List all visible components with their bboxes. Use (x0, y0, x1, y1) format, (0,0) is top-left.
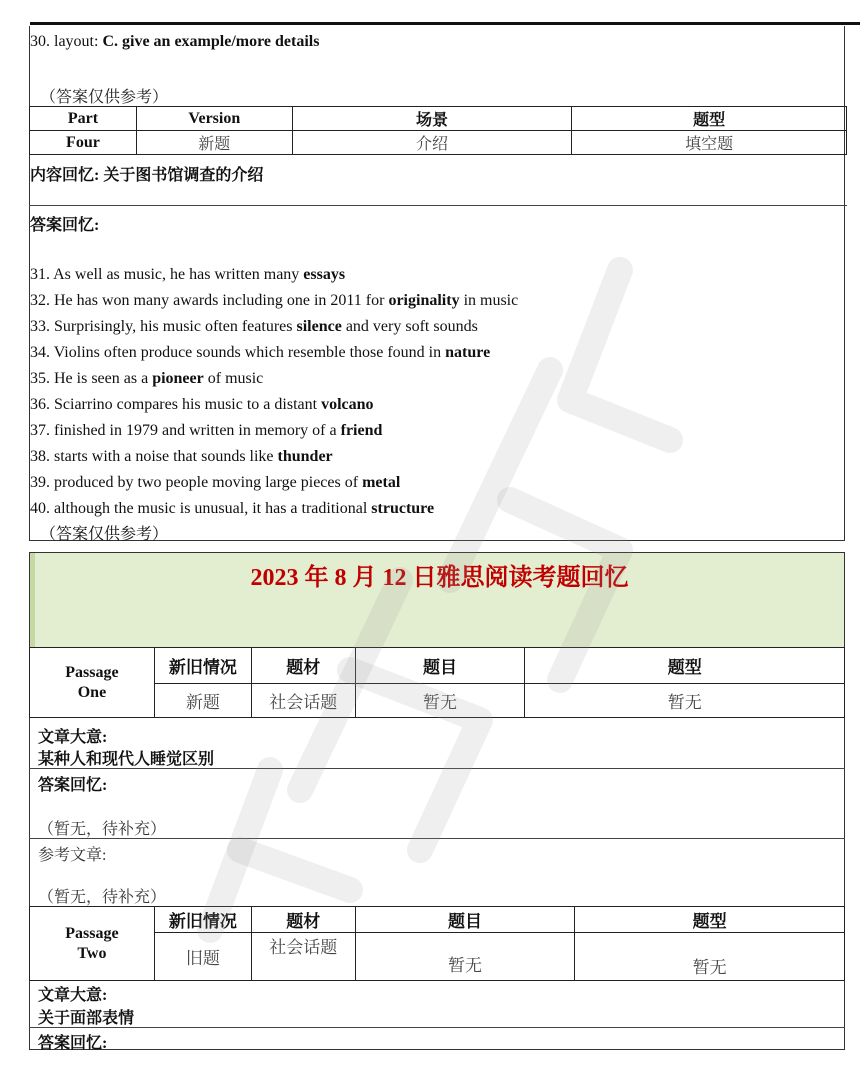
p2-gist: 关于面部表情 (38, 1010, 135, 1027)
part-value: Four (30, 131, 137, 155)
p2-header-question: 题目 (355, 907, 575, 933)
answer-list (30, 262, 518, 548)
reading-section (29, 552, 845, 1050)
p2-header-topic: 题材 (251, 907, 355, 933)
p1-status-value: 新题 (154, 684, 251, 718)
p1-type-value: 暂无 (525, 684, 845, 718)
p1-answer-value: （暂无，待补充） (38, 821, 167, 838)
p1-topic-value: 社会话题 (251, 684, 355, 718)
answer-line: 33. Surprisingly, his music often features silence and very soft sounds (30, 318, 478, 335)
reference-note-2: （答案仅供参考） (40, 526, 169, 543)
header-part: Part (30, 107, 137, 131)
p1-question-value: 暂无 (355, 684, 525, 718)
passage-one-table (29, 647, 845, 718)
p1-header-status: 新旧情况 (154, 648, 251, 684)
title-banner (30, 553, 844, 647)
p2-gist-label: 文章大意: (38, 987, 108, 1004)
divider (29, 1027, 845, 1028)
passage-two-label: Passage Two (30, 907, 155, 981)
scene-value: 介绍 (292, 131, 572, 155)
header-question-type: 题型 (572, 107, 847, 131)
p1-header-type: 题型 (525, 648, 845, 684)
passage-one-label: Passage One (30, 648, 155, 718)
part-four-table (29, 106, 847, 155)
passage-two-table (29, 906, 845, 981)
header-scene: 场景 (292, 107, 572, 131)
answer-line: 40. although the music is unusual, it has a traditional structure (30, 500, 435, 517)
p1-header-question: 题目 (355, 648, 525, 684)
answer-recall-label: 答案回忆: (30, 217, 100, 234)
answer-line: 37. finished in 1979 and written in memory of a friend (30, 422, 383, 439)
answer-line: 39. produced by two people moving large pieces of metal (30, 474, 401, 491)
p1-gist-label: 文章大意: (38, 729, 108, 746)
divider (29, 838, 845, 839)
answer-line: 32. He has won many awards including one in 2011 for originality in music (30, 292, 519, 309)
p2-question-value: 暂无 (355, 933, 575, 981)
answer-line: 31. As well as music, he has written many essays (30, 266, 346, 283)
answer-line: 36. Sciarrino compares his music to a distant volcano (30, 396, 374, 413)
p1-reference-label: 参考文章: (38, 847, 107, 864)
question-type-value: 填空题 (572, 131, 847, 155)
reading-title: 2023 年 8 月 12 日雅思阅读考题回忆 (250, 565, 629, 591)
part-four-section (29, 26, 845, 541)
reference-note: （答案仅供参考） (40, 89, 169, 106)
p2-answer-label: 答案回忆: (38, 1035, 108, 1052)
answer-line: 38. starts with a noise that sounds like thunder (30, 448, 333, 465)
p2-header-type: 题型 (575, 907, 845, 933)
version-value: 新题 (136, 131, 292, 155)
p2-type-value: 暂无 (575, 933, 845, 981)
p2-topic-value: 社会话题 (251, 933, 355, 981)
divider (29, 205, 847, 206)
header-version: Version (136, 107, 292, 131)
p1-gist: 某种人和现代人睡觉区别 (38, 751, 215, 768)
p2-header-status: 新旧情况 (154, 907, 251, 933)
p1-header-topic: 题材 (251, 648, 355, 684)
p2-status-value: 旧题 (154, 933, 251, 981)
answer-line: 35. He is seen as a pioneer of music (30, 370, 264, 387)
p1-answer-label: 答案回忆: (38, 777, 108, 794)
top-rule (30, 22, 860, 25)
divider (29, 768, 845, 769)
content-recall: 内容回忆: 关于图书馆调查的介绍 (30, 167, 264, 184)
question-30: 30. layout: C. give an example/more details (30, 33, 320, 50)
answer-line: 34. Violins often produce sounds which resemble those found in nature (30, 344, 491, 361)
p1-reference-value: （暂无，待补充） (38, 889, 167, 906)
